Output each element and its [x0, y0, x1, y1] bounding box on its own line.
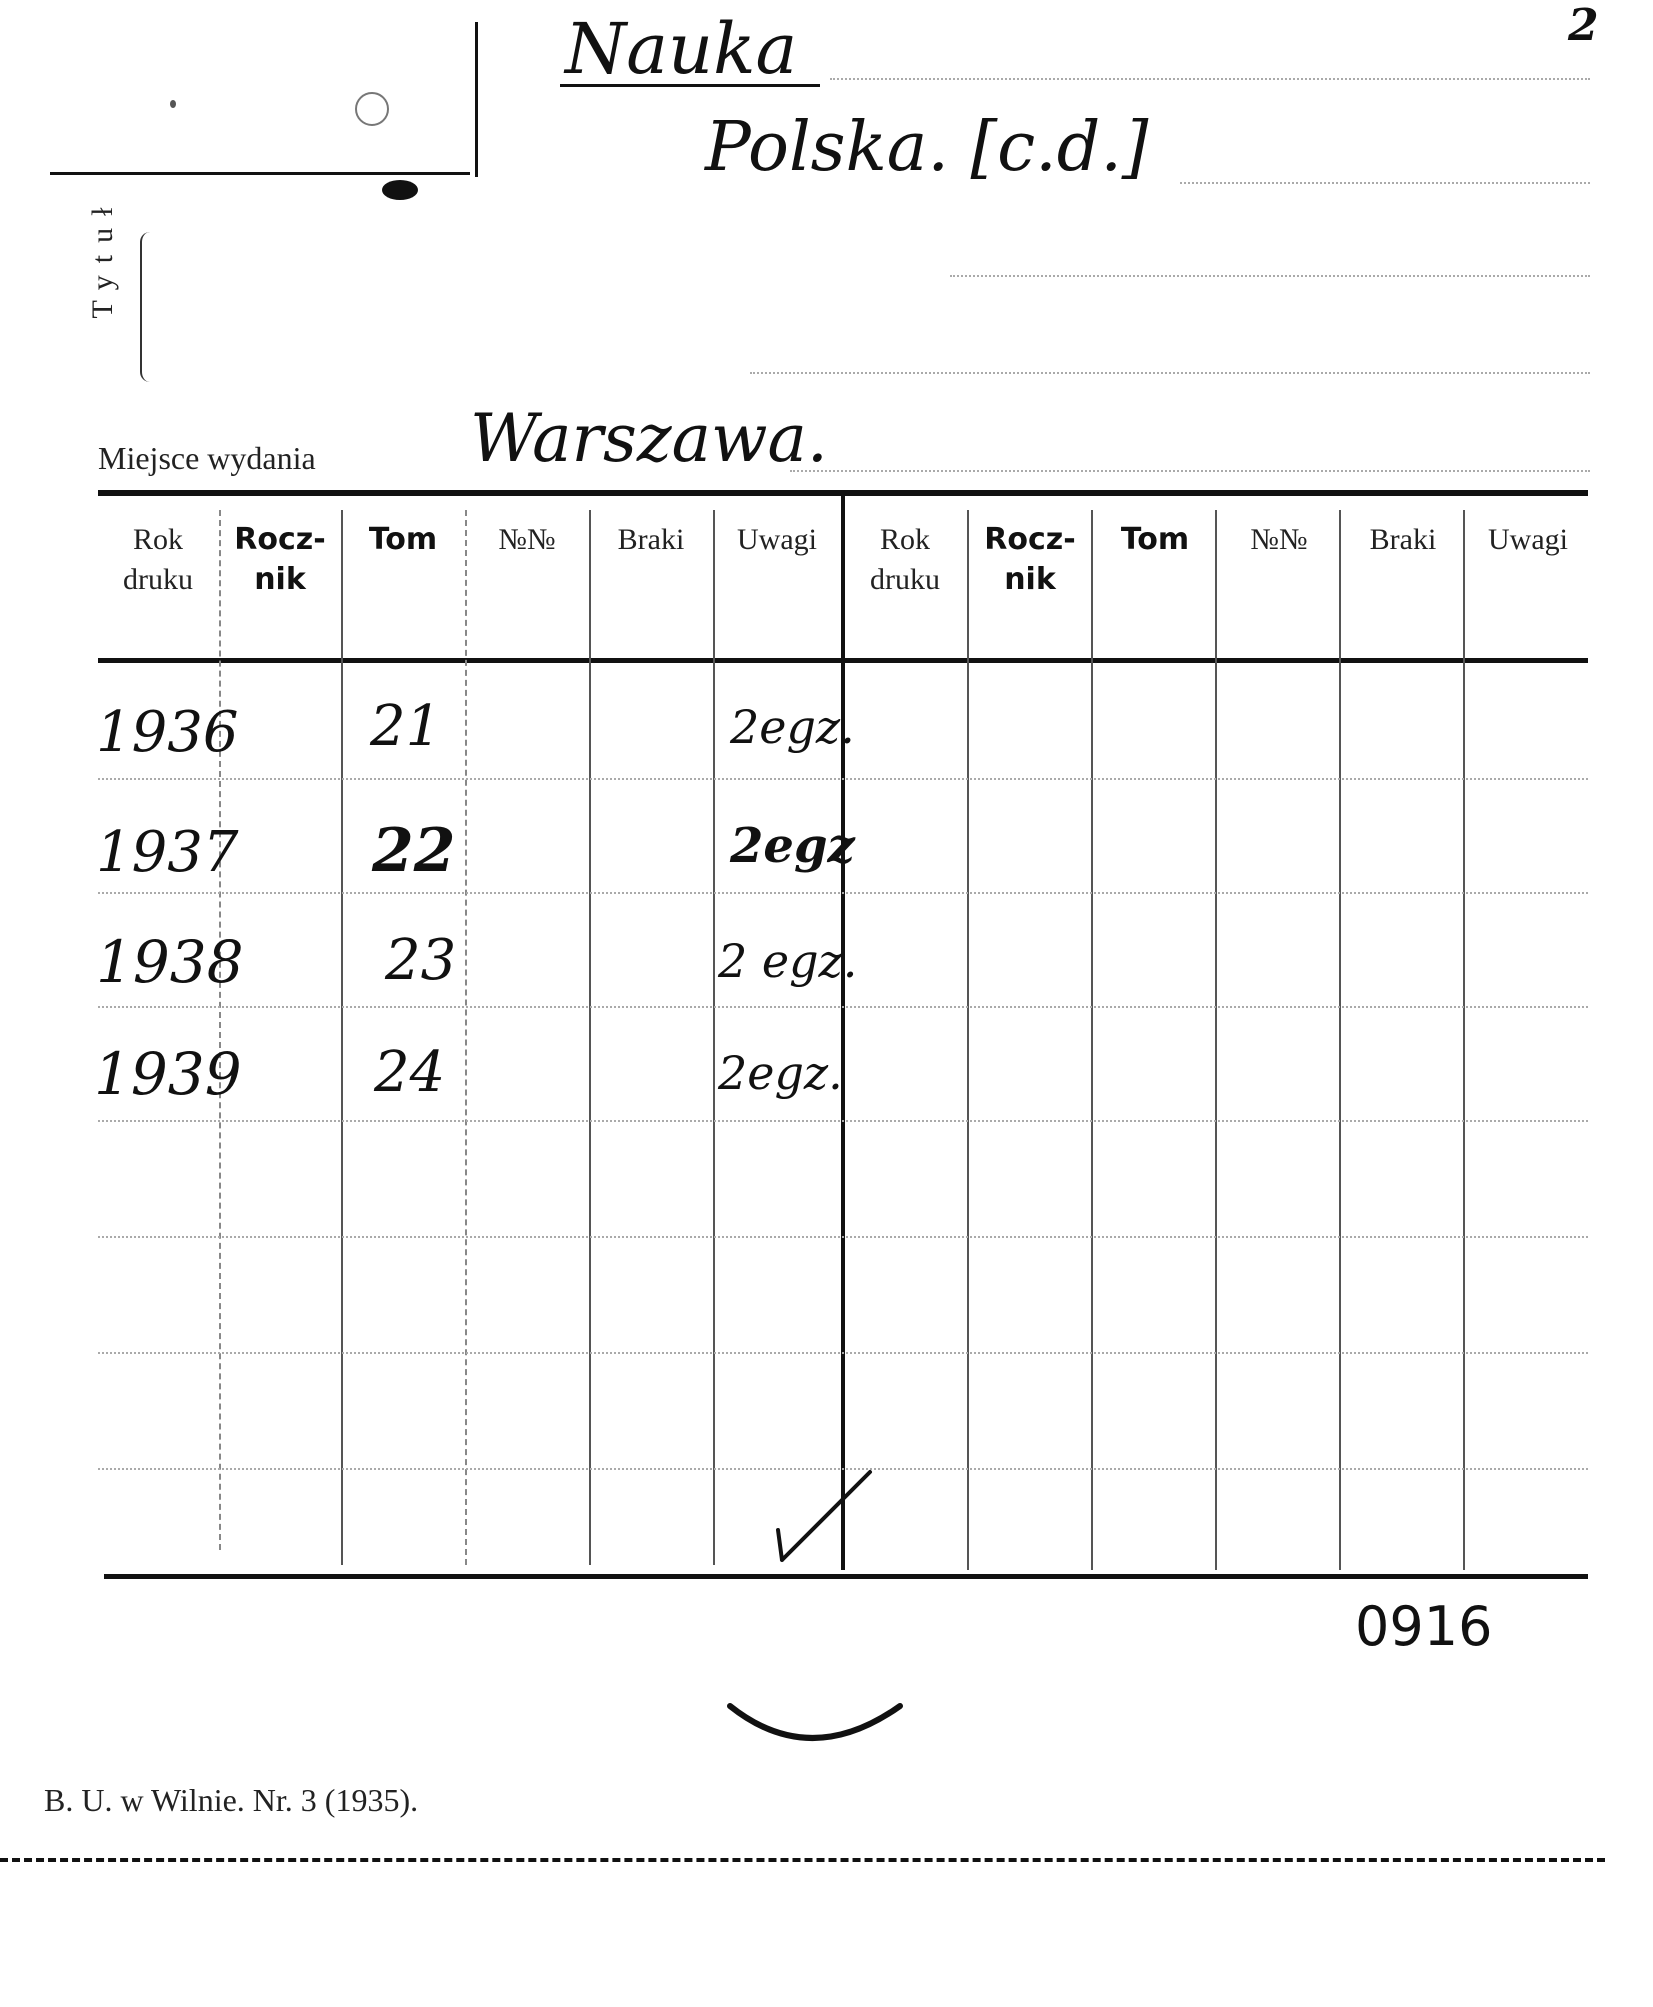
punch-hole-arc-icon: [720, 1690, 920, 1770]
header-rok-druku-left: Rok druku: [123, 523, 193, 596]
table-bottom-rule: [104, 1574, 1588, 1579]
card-bottom-edge: [0, 1858, 1605, 1862]
col-line-3: [465, 510, 467, 1565]
header-tom-right: Tom: [1120, 522, 1190, 557]
title-line-2: Polska. [c.d.]: [705, 108, 1149, 187]
row-guide-2: [98, 892, 1588, 894]
row-guide-6: [98, 1352, 1588, 1354]
title-brace: [140, 232, 156, 382]
col-line-4: [589, 510, 591, 1565]
col-line-5: [713, 510, 715, 1565]
row-guide-5: [98, 1236, 1588, 1238]
header-braki-left: Braki: [617, 523, 685, 556]
row-guide-3: [98, 1006, 1588, 1008]
place-value: Warszawa.: [470, 400, 828, 477]
header-uwagi-right: Uwagi: [1488, 523, 1568, 556]
row-3-rok: 1938: [96, 928, 244, 996]
row-2-rok: 1937: [96, 820, 239, 885]
row-1-rok: 1936: [96, 700, 239, 765]
col-line-center: [841, 495, 845, 1570]
row-2-tom: 22: [372, 816, 456, 886]
row-4-rok: 1939: [94, 1040, 242, 1108]
col-line-7: [967, 510, 969, 1570]
row-guide-4: [98, 1120, 1588, 1122]
footer-publisher: B. U. w Wilnie. Nr. 3 (1935).: [44, 1782, 419, 1818]
row-3-tom: 23: [385, 928, 457, 993]
header-uwagi-left: Uwagi: [737, 523, 817, 556]
col-line-9: [1215, 510, 1217, 1570]
row-guide-1: [98, 778, 1588, 780]
title-line-3-dots: [950, 275, 1590, 277]
check-mark-icon: [770, 1460, 880, 1570]
ink-ring-icon: [355, 92, 389, 126]
ink-blot-icon: [382, 180, 418, 200]
shelf-number: 0916: [1355, 1595, 1493, 1658]
place-dots: [790, 470, 1590, 472]
col-line-10: [1339, 510, 1341, 1570]
stamp-box-bottom-line: [50, 172, 470, 175]
row-3-uwagi: 2 egz.: [718, 934, 858, 988]
row-4-tom: 24: [374, 1040, 446, 1105]
col-line-2: [341, 510, 343, 1565]
title-line-4-dots: [750, 372, 1590, 374]
header-rocznik-right: Rocz- nik: [984, 522, 1076, 597]
header-rocznik-left: Rocz- nik: [234, 522, 326, 597]
corner-mark: 2: [1568, 0, 1599, 51]
title-line-1-underline: [560, 84, 820, 87]
header-numery-left: №№: [498, 523, 556, 556]
title-line-2-dots: [1180, 182, 1590, 184]
title-line-1-dots: [830, 78, 1590, 80]
col-line-1: [219, 510, 221, 1550]
row-1-uwagi: 2egz.: [730, 700, 855, 754]
title-line-1: Nauka: [565, 8, 798, 90]
row-1-tom: 21: [370, 694, 442, 759]
header-braki-right: Braki: [1369, 523, 1437, 556]
place-label: Miejsce wydania: [98, 440, 316, 476]
row-4-uwagi: 2egz.: [718, 1046, 843, 1100]
col-line-8: [1091, 510, 1093, 1570]
title-label: Tytuł: [86, 195, 119, 319]
header-rok-druku-right: Rok druku: [870, 523, 940, 596]
ink-speck-icon: [170, 100, 176, 108]
stamp-box-right-line: [475, 22, 478, 177]
header-numery-right: №№: [1250, 523, 1308, 556]
col-line-11: [1463, 510, 1465, 1570]
row-2-uwagi: 2egz: [730, 818, 855, 874]
header-tom-left: Tom: [368, 522, 438, 557]
